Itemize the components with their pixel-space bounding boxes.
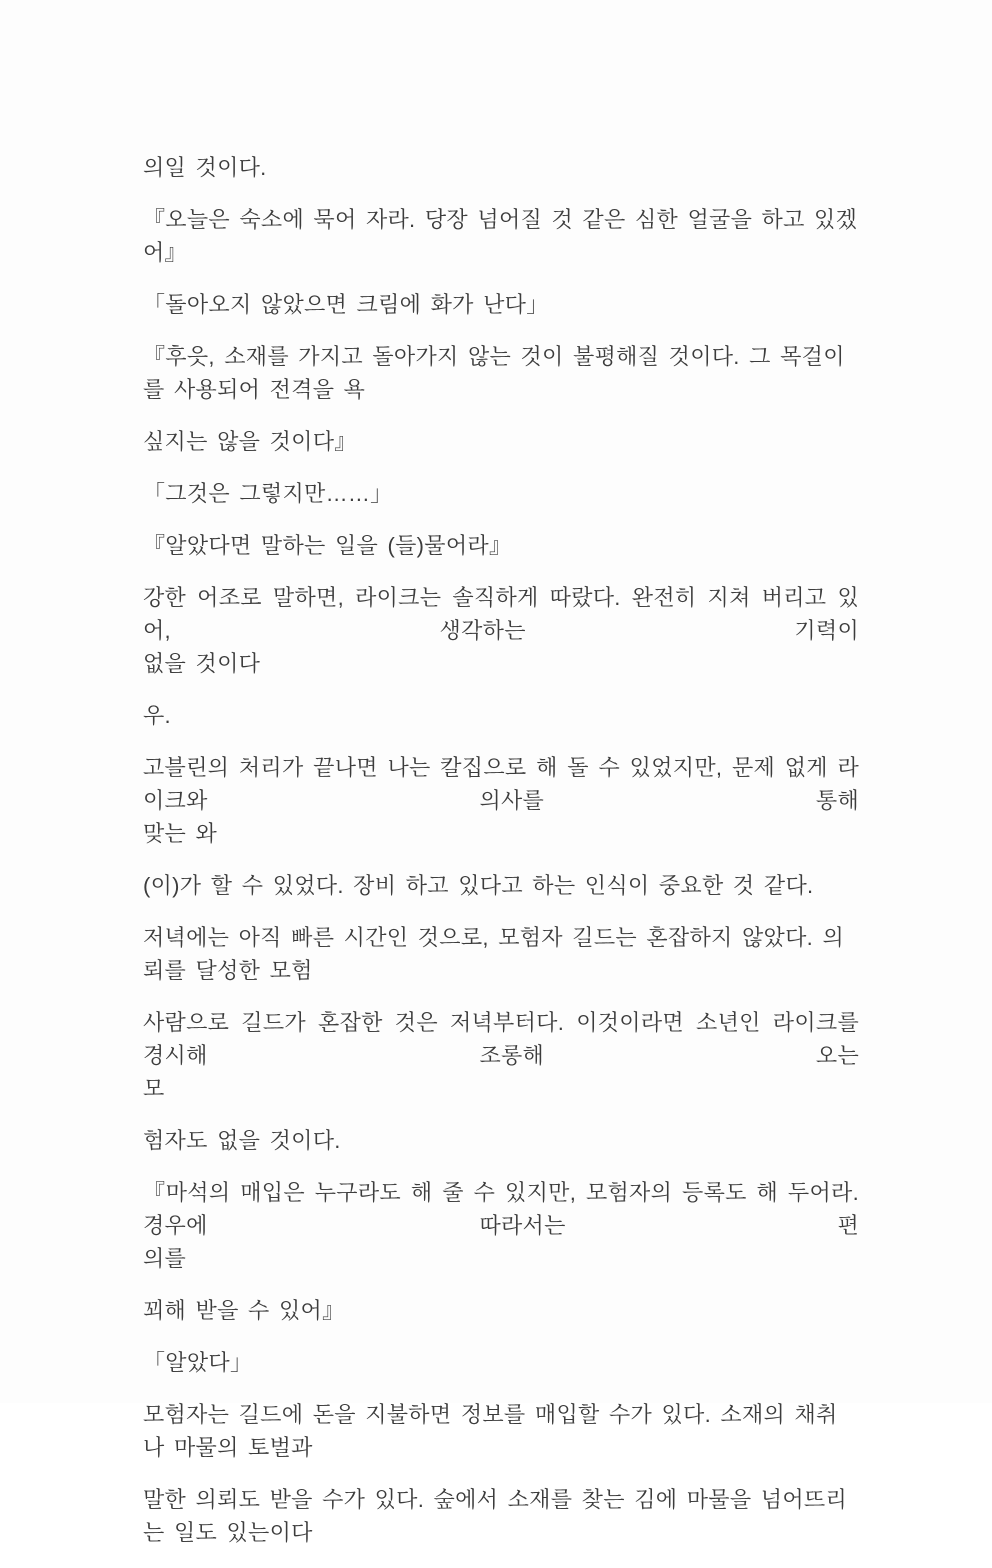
text-line: 모험자는 길드에 돈을 지불하면 정보를 매입할 수가 있다. 소재의 채취나 마물의 토벌과	[143, 1402, 838, 1460]
paragraph	[143, 203, 859, 269]
paragraph	[143, 529, 859, 562]
text-line: 고블린의 처리가 끝나면 나는 칼집으로 해 돌 수 있었지만, 문제 없게 라이크와 의사를 통해	[143, 755, 859, 813]
text-line: 모	[143, 1076, 165, 1101]
paragraph	[143, 869, 859, 902]
text-line: 사람으로 길드가 혼잡한 것은 저녁부터다. 이것이라면 소년인 라이크를 경시해 조롱해 오는	[143, 1010, 859, 1068]
paragraph	[143, 425, 859, 458]
text-line: 저녁에는 아직 빠른 시간인 것으로, 모험자 길드는 혼잡하지 않았다. 의뢰를 달성한 모험	[143, 925, 844, 983]
paragraph	[143, 288, 859, 321]
text-line: 의를	[143, 1246, 187, 1271]
text-line: 「그것은 그렇지만……」	[143, 481, 393, 506]
text-line: (이)가 할 수 있었다. 장비 하고 있다고 하는 인식이 중요한 것 같다.	[143, 873, 814, 898]
paragraph	[143, 1294, 859, 1327]
text-line: 『마석의 매입은 누구라도 해 줄 수 있지만, 모험자의 등록도 해 두어라. 경우에 따라서는 편	[143, 1180, 859, 1238]
paragraph	[143, 1006, 859, 1105]
text-line: 없을 것이다	[143, 651, 261, 676]
text-line: 「알았다」	[143, 1350, 253, 1375]
paragraph	[143, 340, 859, 406]
novel-text-block	[143, 151, 859, 1568]
text-line: 꾀해 받을 수 있어』	[143, 1298, 345, 1323]
paragraph	[143, 1124, 859, 1157]
text-line: 험자도 없을 것이다.	[143, 1128, 341, 1153]
paragraph	[143, 1346, 859, 1379]
text-line: 말한 의뢰도 받을 수가 있다. 숲에서 소재를 찾는 김에 마물을 넘어뜨리는 일도 있는이다	[143, 1487, 847, 1545]
text-line: 『오늘은 숙소에 묵어 자라. 당장 넘어질 것 같은 심한 얼굴을 하고 있겠어』	[143, 207, 858, 265]
text-line: 의일 것이다.	[143, 155, 267, 180]
text-line: 맞는 와	[143, 821, 218, 846]
text-line: 강한 어조로 말하면, 라이크는 솔직하게 따랐다. 완전히 지쳐 버리고 있어, 생각하는 기력이	[143, 585, 859, 643]
text-line: 『알았다면 말하는 일을 (들)물어라』	[143, 533, 512, 558]
paragraph	[143, 581, 859, 680]
text-line: 우.	[143, 703, 171, 728]
paragraph	[143, 477, 859, 510]
paragraph	[143, 699, 859, 732]
paragraph	[143, 1483, 859, 1549]
paragraph	[143, 151, 859, 184]
paragraph	[143, 921, 859, 987]
text-line: 『후읏, 소재를 가지고 돌아가지 않는 것이 불평해질 것이다. 그 목걸이를 사용되어 전격을 욕	[143, 344, 845, 402]
paragraph	[143, 1398, 859, 1464]
text-line: 「돌아오지 않았으면 크림에 화가 난다」	[143, 292, 549, 317]
paragraph	[143, 751, 859, 850]
paragraph	[143, 1176, 859, 1275]
text-line: 싶지는 않을 것이다』	[143, 429, 357, 454]
